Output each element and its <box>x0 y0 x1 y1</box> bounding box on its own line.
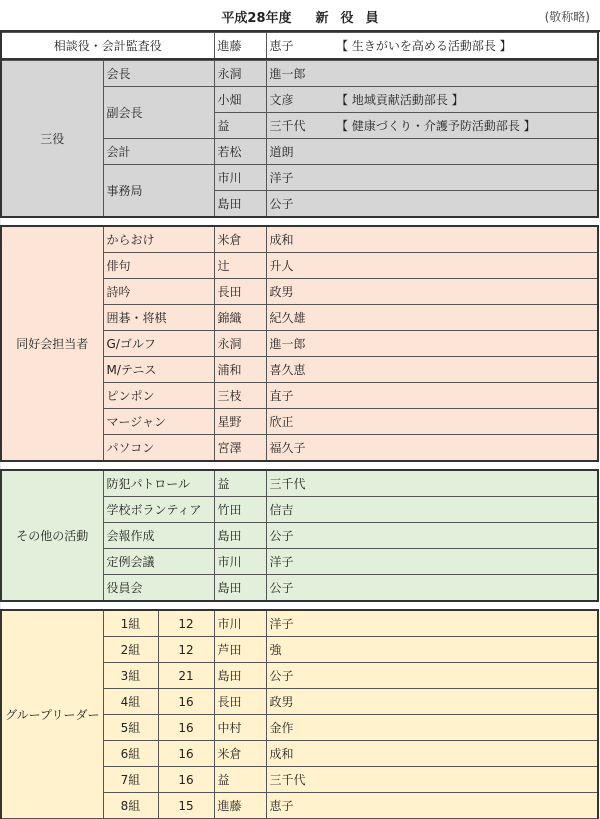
given-name-cell: 政男 <box>266 689 333 715</box>
member-count-cell: 16 <box>158 689 214 715</box>
category-cell: その他の活動 <box>1 470 103 601</box>
category-cell: 同好会担当者 <box>1 226 103 461</box>
family-name-cell: 永洞 <box>214 331 266 357</box>
family-name-cell: 宮澤 <box>214 435 266 462</box>
role-cell: パソコン <box>103 435 214 462</box>
given-name-cell: 欣正 <box>266 409 333 435</box>
group-cell: 8組 <box>103 793 158 819</box>
role-cell: 防犯パトロール <box>103 470 214 497</box>
member-count-cell: 12 <box>158 610 214 637</box>
family-name-cell: 長田 <box>214 689 266 715</box>
family-name-cell: 米倉 <box>214 226 266 253</box>
role-cell: 囲碁・将棋 <box>103 305 214 331</box>
member-count-cell: 16 <box>158 715 214 741</box>
note-cell <box>333 61 598 87</box>
note-cell <box>333 523 598 549</box>
spacer <box>0 218 600 225</box>
group-leaders-section <box>0 609 599 819</box>
note-cell <box>333 470 598 497</box>
given-name-cell: 成和 <box>266 741 333 767</box>
note-cell <box>333 357 598 383</box>
role-cell: ピンポン <box>103 383 214 409</box>
note-cell <box>333 305 598 331</box>
given-name-cell: 紀久雄 <box>266 305 333 331</box>
note-cell <box>333 253 598 279</box>
given-name-cell: 信吉 <box>266 497 333 523</box>
note-cell <box>333 226 598 253</box>
note-cell <box>333 663 598 689</box>
given-name-cell: 成和 <box>266 226 333 253</box>
given-name-cell: 直子 <box>266 383 333 409</box>
member-count-cell: 21 <box>158 663 214 689</box>
family-name-cell: 益 <box>214 113 266 139</box>
table-row <box>1 33 598 60</box>
note-cell <box>333 549 598 575</box>
family-name-cell: 浦和 <box>214 357 266 383</box>
note-cell <box>333 689 598 715</box>
given-name-cell: 洋子 <box>266 610 333 637</box>
family-name-cell: 島田 <box>214 523 266 549</box>
given-name-cell: 道朗 <box>266 139 333 165</box>
spacer <box>0 602 600 609</box>
family-name-cell: 益 <box>214 767 266 793</box>
role-cell: マージャン <box>103 409 214 435</box>
family-name-cell: 竹田 <box>214 497 266 523</box>
given-name-cell: 福久子 <box>266 435 333 462</box>
role-cell: 詩吟 <box>103 279 214 305</box>
group-cell: 2組 <box>103 637 158 663</box>
sanyaku-section <box>0 60 599 218</box>
family-name-cell: 小畑 <box>214 87 266 113</box>
role-cell: 学校ボランティア <box>103 497 214 523</box>
family-name-cell: 島田 <box>214 575 266 602</box>
given-name-cell: 升人 <box>266 253 333 279</box>
family-name-cell: 市川 <box>214 610 266 637</box>
role-cell: 副会長 <box>103 87 214 139</box>
note-cell <box>333 715 598 741</box>
title-char: 員 <box>365 11 379 26</box>
family-name-cell: 三枝 <box>214 383 266 409</box>
note-cell: 【 地域貢献活動部長 】 <box>333 87 598 113</box>
role-cell: 俳句 <box>103 253 214 279</box>
role-cell: 会計 <box>103 139 214 165</box>
note-cell <box>333 409 598 435</box>
role-cell: M/テニス <box>103 357 214 383</box>
given-name-cell: 洋子 <box>266 549 333 575</box>
given-name-cell: 洋子 <box>266 165 333 191</box>
member-count-cell: 16 <box>158 741 214 767</box>
family-name-cell: 辻 <box>214 253 266 279</box>
given-name-cell: 公子 <box>266 663 333 689</box>
given-name-cell: 金作 <box>266 715 333 741</box>
family-name-cell: 中村 <box>214 715 266 741</box>
role-cell: G/ゴルフ <box>103 331 214 357</box>
note-cell <box>333 165 598 191</box>
category-cell: グループリーダー <box>1 610 103 819</box>
title-char: 役 <box>340 11 354 26</box>
family-name-cell: 長田 <box>214 279 266 305</box>
note-cell <box>333 575 598 602</box>
member-count-cell: 12 <box>158 637 214 663</box>
note-cell <box>333 331 598 357</box>
given-name-cell: 三千代 <box>266 767 333 793</box>
group-cell: 1組 <box>103 610 158 637</box>
role-cell: 相談役・会計監査役 <box>1 33 214 60</box>
family-name-cell: 星野 <box>214 409 266 435</box>
family-name-cell: 島田 <box>214 191 266 218</box>
title-year: 平成28年度 <box>221 11 292 26</box>
family-name-cell: 若松 <box>214 139 266 165</box>
given-name-cell: 公子 <box>266 523 333 549</box>
title-row <box>0 0 600 32</box>
other-activities-section <box>0 469 599 602</box>
note-cell <box>333 741 598 767</box>
given-name-cell: 公子 <box>266 575 333 602</box>
category-cell: 三役 <box>1 61 103 218</box>
family-name-cell: 島田 <box>214 663 266 689</box>
note-cell <box>333 139 598 165</box>
member-count-cell: 16 <box>158 767 214 793</box>
advisor-section <box>0 32 599 60</box>
given-name-cell: 恵子 <box>266 33 333 60</box>
group-cell: 4組 <box>103 689 158 715</box>
table-row <box>1 610 598 637</box>
role-cell: からおけ <box>103 226 214 253</box>
page-title <box>0 7 600 26</box>
given-name-cell: 三千代 <box>266 113 333 139</box>
table-row <box>1 61 598 87</box>
family-name-cell: 市川 <box>214 165 266 191</box>
table-row <box>1 470 598 497</box>
family-name-cell: 市川 <box>214 549 266 575</box>
table-row <box>1 226 598 253</box>
note-cell <box>333 637 598 663</box>
clubs-section <box>0 225 599 462</box>
spacer <box>0 462 600 469</box>
given-name-cell: 三千代 <box>266 470 333 497</box>
note-cell <box>333 279 598 305</box>
group-cell: 6組 <box>103 741 158 767</box>
role-cell: 役員会 <box>103 575 214 602</box>
family-name-cell: 益 <box>214 470 266 497</box>
group-cell: 7組 <box>103 767 158 793</box>
note-cell <box>333 191 598 218</box>
given-name-cell: 進一郎 <box>266 61 333 87</box>
note-cell: 【 生きがいを高める活動部長 】 <box>333 33 598 60</box>
role-cell: 会長 <box>103 61 214 87</box>
note-cell <box>333 497 598 523</box>
given-name-cell: 進一郎 <box>266 331 333 357</box>
honorific-note: (敬称略) <box>544 10 590 24</box>
role-cell: 事務局 <box>103 165 214 218</box>
family-name-cell: 錦織 <box>214 305 266 331</box>
role-cell: 会報作成 <box>103 523 214 549</box>
note-cell <box>333 610 598 637</box>
given-name-cell: 喜久恵 <box>266 357 333 383</box>
note-cell <box>333 383 598 409</box>
note-cell <box>333 435 598 462</box>
role-cell: 定例会議 <box>103 549 214 575</box>
given-name-cell: 恵子 <box>266 793 333 819</box>
family-name-cell: 芦田 <box>214 637 266 663</box>
member-count-cell: 15 <box>158 793 214 819</box>
given-name-cell: 公子 <box>266 191 333 218</box>
title-char: 新 <box>315 11 329 26</box>
family-name-cell: 進藤 <box>214 793 266 819</box>
group-cell: 5組 <box>103 715 158 741</box>
family-name-cell: 進藤 <box>214 33 266 60</box>
group-cell: 3組 <box>103 663 158 689</box>
note-cell <box>333 767 598 793</box>
family-name-cell: 米倉 <box>214 741 266 767</box>
note-cell: 【 健康づくり・介護予防活動部長 】 <box>333 113 598 139</box>
given-name-cell: 強 <box>266 637 333 663</box>
given-name-cell: 政男 <box>266 279 333 305</box>
family-name-cell: 永洞 <box>214 61 266 87</box>
given-name-cell: 文彦 <box>266 87 333 113</box>
